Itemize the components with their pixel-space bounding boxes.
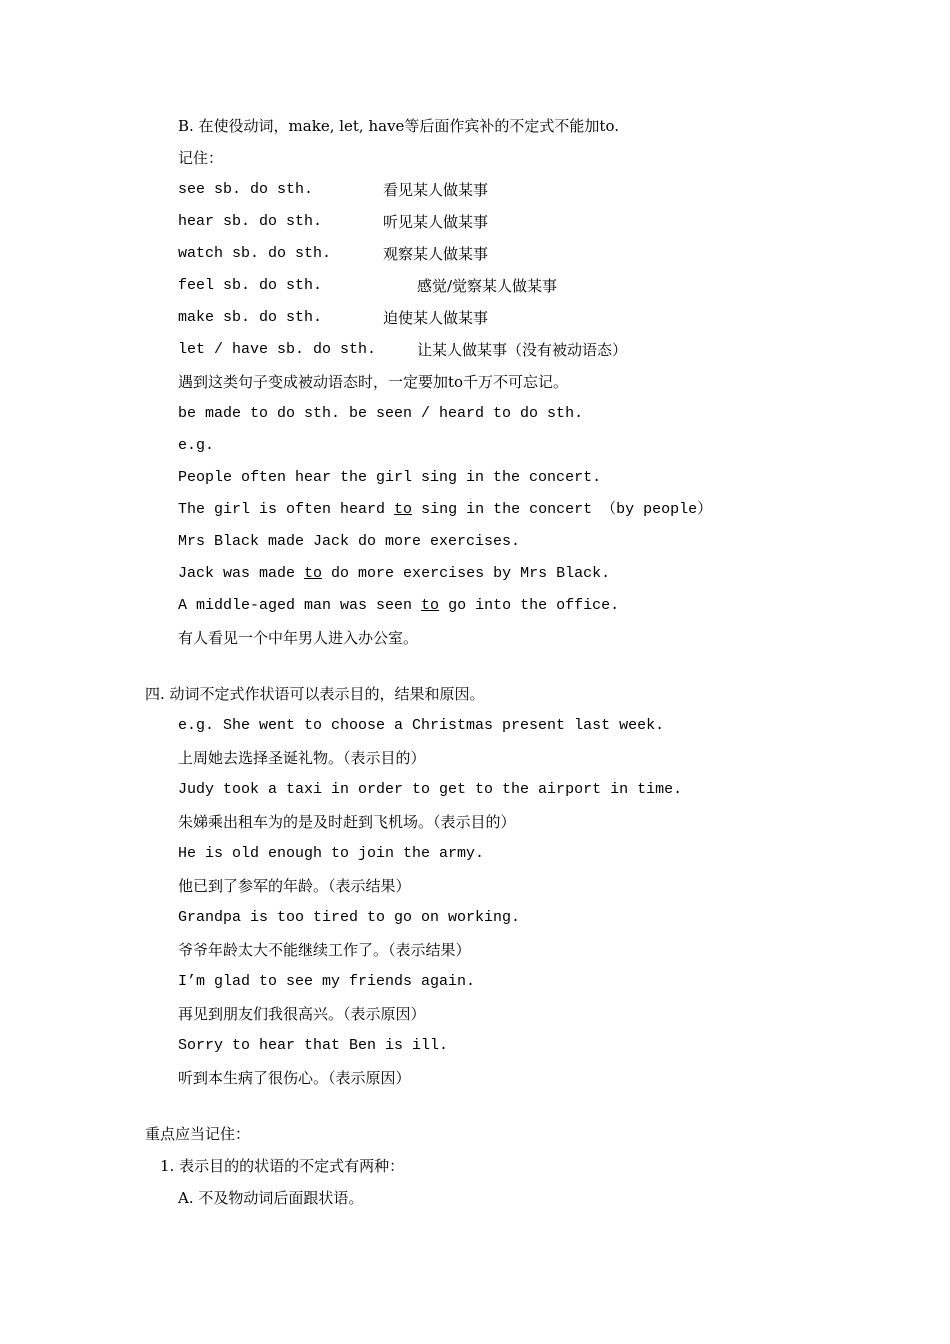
underlined-to: to: [304, 565, 323, 582]
verb-pair-en: make sb. do sth.: [178, 309, 323, 326]
example-sentence: Judy took a taxi in order to get to the airport in time.: [178, 781, 683, 798]
example-sentence: e.g. She went to choose a Christmas present last week.: [178, 717, 665, 734]
passive-forms: be made to do sth. be seen / heard to do sth.: [178, 405, 584, 422]
section-four-heading: 四. 动词不定式作状语可以表示目的，结果和原因。: [145, 685, 485, 703]
eg-label: e.g.: [178, 437, 215, 454]
example-sentence: [178, 564, 610, 584]
verb-pair-zh: 迫使某人做某事: [383, 309, 489, 327]
passive-note: 遇到这类句子变成被动语态时，一定要加to千万不可忘记。: [178, 373, 569, 391]
verb-pair-zh: 听见某人做某事: [383, 213, 489, 231]
verb-pair-en: feel sb. do sth.: [178, 277, 323, 294]
example-sentence: [178, 500, 712, 520]
example-sentence: People often hear the girl sing in the concert.: [178, 469, 602, 486]
verb-pair-zh: 感觉/觉察某人做某事: [417, 277, 558, 295]
sentence-part: A middle-aged man was seen: [178, 597, 422, 614]
example-sentence: Sorry to hear that Ben is ill.: [178, 1037, 449, 1054]
verb-pair-zh: 让某人做某事（没有被动语态）: [417, 341, 628, 359]
key-point-item: 1. 表示目的的状语的不定式有两种：: [160, 1157, 405, 1175]
sentence-part: The girl is often heard: [178, 501, 395, 518]
key-points-heading: 重点应当记住：: [145, 1125, 251, 1143]
example-translation: 再见到朋友们我很高兴。（表示原因）: [178, 1005, 426, 1023]
verb-pair-en: watch sb. do sth.: [178, 245, 332, 262]
underlined-to: to: [394, 501, 413, 518]
example-sentence: [178, 596, 619, 616]
example-translation: 上周她去选择圣诞礼物。（表示目的）: [178, 749, 426, 767]
example-sentence: Grandpa is too tired to go on working.: [178, 909, 521, 926]
example-translation: 朱娣乘出租车为的是及时赶到飞机场。（表示目的）: [178, 813, 516, 831]
verb-pair-zh: 观察某人做某事: [383, 245, 489, 263]
example-sentence: I’m glad to see my friends again.: [178, 973, 476, 990]
example-translation: 爷爷年龄太大不能继续工作了。（表示结果）: [178, 941, 471, 959]
verb-pair-en: see sb. do sth.: [178, 181, 314, 198]
underlined-to: to: [421, 597, 440, 614]
sentence-part: do more exercises by Mrs Black.: [322, 565, 611, 582]
remember-label: 记住：: [178, 149, 224, 167]
verb-pair-en: let / have sb. do sth.: [178, 341, 377, 358]
sentence-part: sing in the concert （by people）: [412, 501, 713, 518]
key-point-subitem: A. 不及物动词后面跟状语。: [178, 1189, 364, 1207]
example-translation: 他已到了参军的年龄。（表示结果）: [178, 877, 411, 895]
example-sentence: He is old enough to join the army.: [178, 845, 485, 862]
rule-b-text: B. 在使役动词，make, let, have等后面作宾补的不定式不能加to.: [178, 117, 619, 135]
example-translation: 听到本生病了很伤心。（表示原因）: [178, 1069, 411, 1087]
example-translation: 有人看见一个中年男人进入办公室。: [178, 629, 419, 647]
verb-pair-zh: 看见某人做某事: [383, 181, 489, 199]
sentence-part: Jack was made: [178, 565, 305, 582]
example-sentence: Mrs Black made Jack do more exercises.: [178, 533, 521, 550]
verb-pair-en: hear sb. do sth.: [178, 213, 323, 230]
sentence-part: go into the office.: [439, 597, 620, 614]
